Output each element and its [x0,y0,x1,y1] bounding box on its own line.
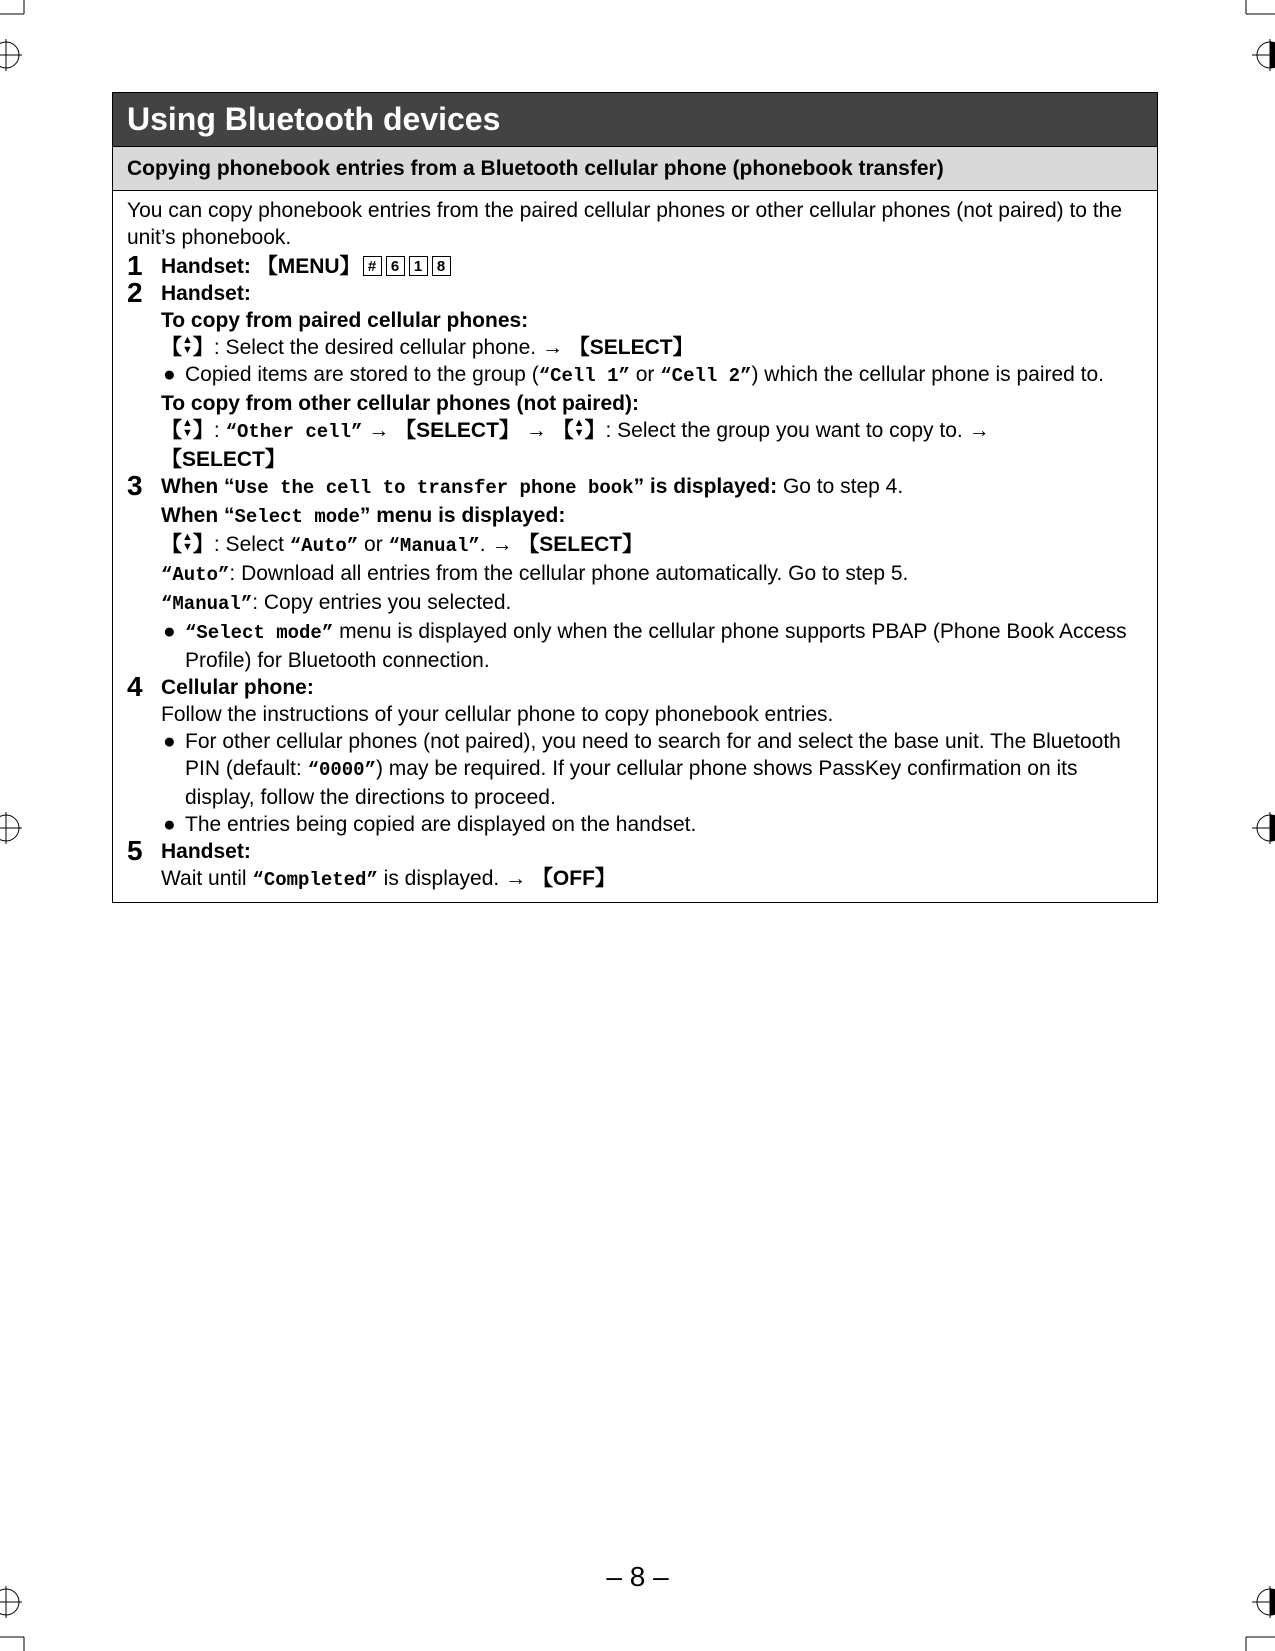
step-4 [127,671,1143,838]
cell1-text: “Cell 1” [538,365,630,387]
paired-action-line [161,334,1143,361]
section-title: Using Bluetooth devices [113,93,1157,147]
arrow-icon: → [491,533,513,556]
nav-key-icon: 【▲ ▼】 [552,417,606,442]
completed-text: “Completed” [252,869,378,891]
bullet-icon: ● [163,620,176,643]
arrow-icon: → [541,336,563,359]
bullet-item: ● Copied items are stored to the group (“Cell 1” or “Cell 2”) which the cellular phone is paired to. [163,363,1105,387]
arrow-icon: → [368,419,390,442]
bullet-icon: ● [163,363,176,386]
select-key: 【SELECT】 [395,419,520,442]
step-label: Cellular phone: [161,676,314,699]
step-label: Handset: [161,255,251,278]
bullet-icon: ● [163,730,176,753]
off-key: 【OFF】 [531,867,616,890]
step-1-line [161,253,1143,280]
cell2-text: “Cell 2” [660,365,752,387]
when-menu-line: When “Select mode” menu is displayed: [161,504,566,528]
bullet-item: ● The entries being copied are displayed on the handset. [163,813,697,836]
step-number: 3 [127,470,143,501]
intro-paragraph: You can copy phonebook entries from the paired cellular phones or other cellular phones (not paired) to the unit’s phonebook. [127,199,1123,249]
hash-key-icon: # [363,256,382,276]
step-number: 2 [127,277,143,308]
manual-text: “Manual” [388,535,480,557]
eight-key-icon: 8 [432,256,451,276]
transfer-message-text: Use the cell to transfer phone book [234,477,634,499]
menu-key: 【MENU】 [256,255,361,278]
step-1 [127,250,1143,281]
step-3 [127,470,1143,674]
step-2 [127,277,1143,473]
paired-action-text: : Select the desired cellular phone. [213,336,537,359]
section-box [112,92,1158,903]
select-mode-text: Select mode [234,506,360,528]
group-action-text: : Select the group you want to copy to. [605,419,963,442]
follow-instructions: Follow the instructions of your cellular phone to copy phonebook entries. [161,703,834,726]
section-content [113,191,1157,902]
step-number: 4 [127,671,143,702]
one-key-icon: 1 [409,256,428,276]
select-key: 【SELECT】 [568,336,694,359]
auto-text: “Auto” [289,535,359,557]
select-auto-manual-line: 【▲ ▼】: Select “Auto” or “Manual”. → 【SELECT】 [161,531,644,557]
arrow-icon: → [525,419,547,442]
bullet-item: ● For other cellular phones (not paired), you need to search for and select the base unit. The Bluetooth PIN (default: “0000”) may be required. If your cellular phone shows PassKey confirmation on its display, follow the directions to proceed. [163,730,1121,809]
nav-key-icon: 【▲ ▼】 [161,334,214,359]
step-number: 5 [127,835,143,866]
registration-mark-right-mid [1252,812,1275,844]
other-action-line: 【▲ ▼】: “Other cell” → 【SELECT】 → 【▲ ▼】: Select the group you want to copy to. → 【SELECT】 [161,417,990,471]
registration-mark-left-mid [0,812,22,844]
pin-text: “0000” [307,759,376,781]
bullet-item: ● “Select mode” menu is displayed only when the cellular phone supports PBAP (Phone Book Access Profile) for Bluetooth connection. [163,620,1127,672]
six-key-icon: 6 [386,256,405,276]
when-displayed-line: When “Use the cell to transfer phone book” is displayed: Go to step 4. [161,475,904,499]
other-cell-text: “Other cell” [225,421,363,443]
step-label: Handset: [161,282,251,305]
step-number: 1 [127,250,143,281]
section-subtitle: Copying phonebook entries from a Bluetooth cellular phone (phonebook transfer) [113,147,1157,191]
auto-description: “Auto”: Download all entries from the cellular phone automatically. Go to step 5. [161,562,909,586]
bullet-icon: ● [163,813,176,836]
step-5 [127,835,1143,894]
other-heading: To copy from other cellular phones (not paired): [161,392,639,415]
nav-key-icon: 【▲ ▼】 [161,417,214,442]
manual-description: “Manual”: Copy entries you selected. [161,591,512,615]
arrow-icon: → [968,419,990,442]
nav-key-icon: 【▲ ▼】 [161,531,214,556]
step-label: Handset: [161,840,251,863]
paired-heading: To copy from paired cellular phones: [161,309,529,332]
registration-mark-left-top [0,39,22,71]
arrow-icon: → [505,867,527,890]
page-number: – 8 – [606,1561,669,1592]
select-key: 【SELECT】 [518,533,644,556]
wait-line: Wait until “Completed” is displayed. → 【OFF】 [161,867,616,891]
registration-mark-right-top [1252,39,1275,71]
select-key: 【SELECT】 [161,448,286,471]
